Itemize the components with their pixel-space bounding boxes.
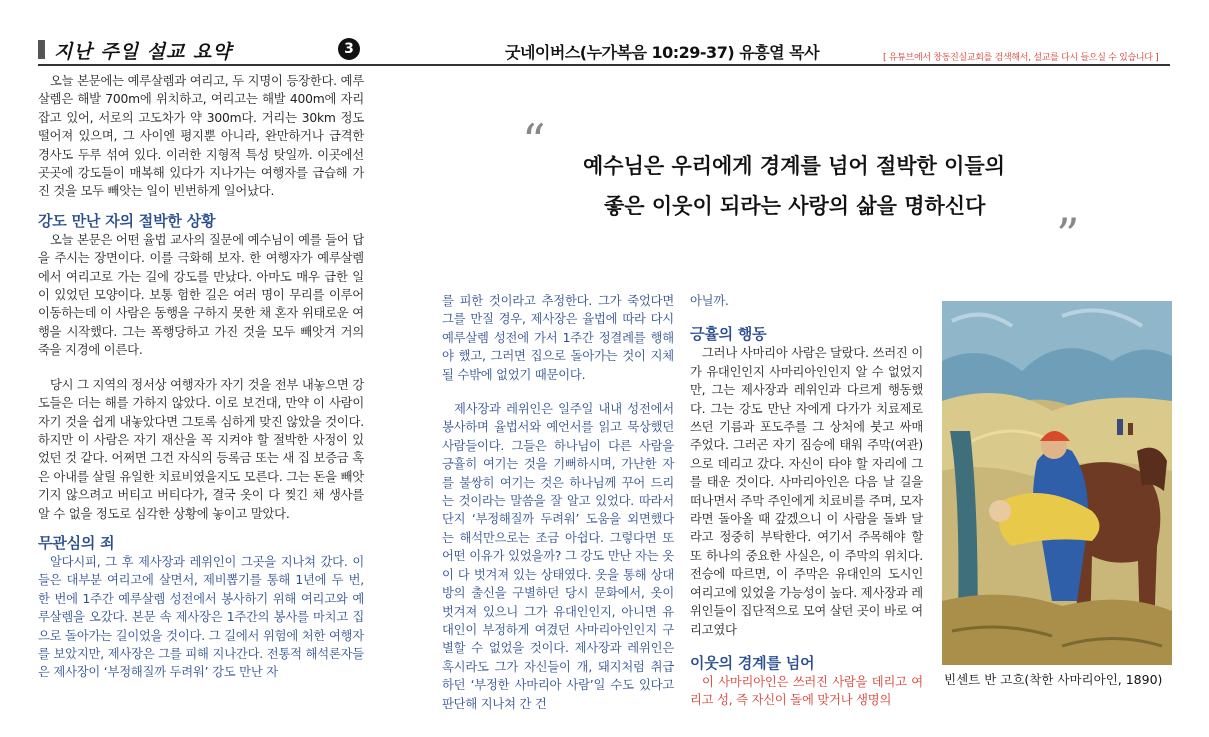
header-divider: [38, 64, 1170, 66]
paragraph-blue: 알다시피, 그 후 제사장과 레위인이 그곳을 지나쳐 갔다. 이들은 대부분 여리고에 살면서, 제비뽑기를 통해 1년에 두 번, 한 번에 1주간 예루살렘 성전에서 봉사하기 위해 여리고와 예루살렘을 오갔다. 본문 속 제사장은 1주간의 봉사를 마치고 집으로 돌아가는 길이었을 것이다. 그 길에서 위험에 처한 여행자를 보았지만, 제사장은 그를 피해 지나간다. 전통적 해석론자들은 제사장이 ‘부정해질까 두려워’ 강도 만난 자: [38, 554, 364, 680]
heading-beyond-boundary: 이웃의 경계를 넘어: [690, 653, 815, 672]
heading-compassion: 긍휼의 행동: [690, 325, 767, 344]
sermon-title: 굿네이버스(누가복음 10:29-37) 유흥열 목사: [505, 43, 820, 62]
paragraph: 당시 그 지역의 정서상 여행자가 자기 것을 전부 내놓으면 강도들은 더는 해를 가하지 않았다. 이로 보건대, 만약 이 사람이 자기 것을 쉽게 내놓았다면 그토록 심하게 맞진 않았을 것이다. 하지만 이 사람은 자기 재산을 꼭 지켜야 할 절박한 사정이 있었던 것 같다. 어쩌면 그건 자식의 등록금 또는 새 집 보증금 혹은 아내를 살릴 유일한 치료비였을지도 모른다. 그는 돈을 빼앗기지 않으려고 버티고 버티다가, 결국 옷이 다 찢긴 채 생사를 알 수 없을 정도로 심각한 상황에 놓이고 말았다.: [38, 377, 364, 521]
paragraph-red: 이 사마리아인은 쓰러진 사람을 데리고 여리고 성, 즉 자신이 돌에 맞거나 생명의: [690, 674, 923, 708]
heading-indifference: 무관심의 죄: [38, 533, 115, 552]
quote-line-2: 좋은 이웃이 되라는 사랑의 삶을 명하신다: [604, 193, 986, 218]
youtube-note: [ 유튜브에서 창동진실교회를 검색해서, 설교를 다시 들으실 수 있습니다 ]: [883, 53, 1159, 63]
paragraph-blue: 제사장과 레위인은 일주일 내내 성전에서 봉사하며 율법서와 예언서를 읽고 묵상했던 사람들이다. 그들은 하나님이 다른 사람을 긍휼히 여기는 것을 기뻐하시며, 가난한 자를 불쌍히 여기는 것은 하나님께 꾸어 드리는 것이라는 말씀을 잘 알고 있었다. 따라서 단지 ‘부정해질까 두려워’ 도움을 외면했다는 해석만으로는 조금 아쉽다. 그렇다면 또 어떤 이유가 있었을까? 그 강도 만난 자는 옷이 다 벗겨져 있는 상태였다. 옷을 통해 상대방의 출신을 구별하던 당시 문화에서, 옷이 벗겨져 있으니 그가 유대인인지, 아니면 유대인이 부정하게 여겼던 사마리아인인지 구별할 수 없었을 것이다. 제사장과 레위인은 혹시라도 그가 자신들이 개, 돼지처럼 취급하던 ‘부정한 사마리아 사람’일 수도 있다고 판단해 지나쳐 간 건: [442, 402, 674, 711]
column-3: [690, 292, 923, 710]
column-2: [442, 292, 674, 713]
paragraph: 그러나 사마리아 사람은 달랐다. 쓰러진 이가 유대인인지 사마리아인인지 알 수 없었지만, 그는 제사장과 레위인과 다르게 행동했다. 그는 강도 만난 자에게 다가가 치료제로 쓰던 기름과 포도주를 그 상처에 붓고 싸매 주었다. 그러곤 자기 짐승에 태워 주막(여관)으로 데리고 갔다. 자신이 타야 할 자리에 그를 태운 것이다. 사마리아인은 다음 날 길을 떠나면서 주막 주인에게 치료비를 주며, 모자라면 돌아올 때 갚겠으니 이 사람을 돌봐 달라고 정중히 부탁한다. 여기서 주목해야 할 또 하나의 중요한 사실은, 이 주막의 위치다. 전승에 따르면, 이 주막은 유대인의 도시인 여리고에 있었을 가능성이 높다. 제사장과 레위인들이 집단적으로 모여 살던 곳이 바로 여리고였다: [690, 346, 923, 637]
column-1: [38, 72, 364, 682]
painting-caption: 빈센트 반 고흐(착한 사마리아인, 1890): [944, 672, 1163, 687]
intro-paragraph: 오늘 본문에는 예루살렘과 여리고, 두 지명이 등장한다. 예루살렘은 해발 700m에 위치하고, 여리고는 해발 400m에 자리 잡고 있어, 서로의 고도차가 약 300m다. 거리는 30km 정도 떨어져 있으며, 그 사이엔 평지뿐 아니라, 완만하거나 급격한 경사도 두루 섞여 있다. 이러한 지형적 특성 탓일까. 이곳에선 곳곳에 강도들이 매복해 있다가 지나가는 여행자를 급습해 가진 것을 모두 빼앗는 일이 빈번하게 일어났다.: [38, 74, 364, 199]
page-number-badge: 3: [338, 38, 360, 60]
open-quote-mark: “: [522, 114, 546, 168]
quote-line-1: 예수님은 우리에게 경계를 넘어 절박한 이들의: [583, 153, 1005, 178]
heading-robbed-man: 강도 만난 자의 절박한 상황: [38, 211, 216, 230]
close-quote-mark: ”: [1056, 208, 1080, 262]
paragraph: 오늘 본문은 어떤 율법 교사의 질문에 예수님이 예를 들어 답을 주시는 장면이다. 이를 극화해 보자. 한 여행자가 예루살렘에서 여리고로 가는 길에 강도를 만났다. 아마도 매우 급한 일이 있었던 모양이다. 보통 험한 길은 여러 명이 무리를 이루어 이동하는데 이 사람은 동행을 구하지 못한 채 혼자 위태로운 여행을 시작했다. 그는 폭행당하고 가진 것을 모두 빼앗겨 거의 죽을 지경에 이른다.: [38, 232, 364, 358]
paragraph-blue: 를 피한 것이라고 추정한다. 그가 죽었다면 그를 만질 경우, 제사장은 율법에 따라 다시 예루살렘 성전에 가서 1주간 정결례를 행해야 했고, 그러면 집으로 돌아가는 것이 지체될 수밖에 없었기 때문이다.: [442, 294, 674, 382]
paragraph-blue: 아닐까.: [690, 294, 729, 308]
section-marker: [38, 40, 45, 59]
section-title: 지난 주일 설교 요약: [54, 41, 232, 63]
good-samaritan-painting: [942, 301, 1172, 665]
